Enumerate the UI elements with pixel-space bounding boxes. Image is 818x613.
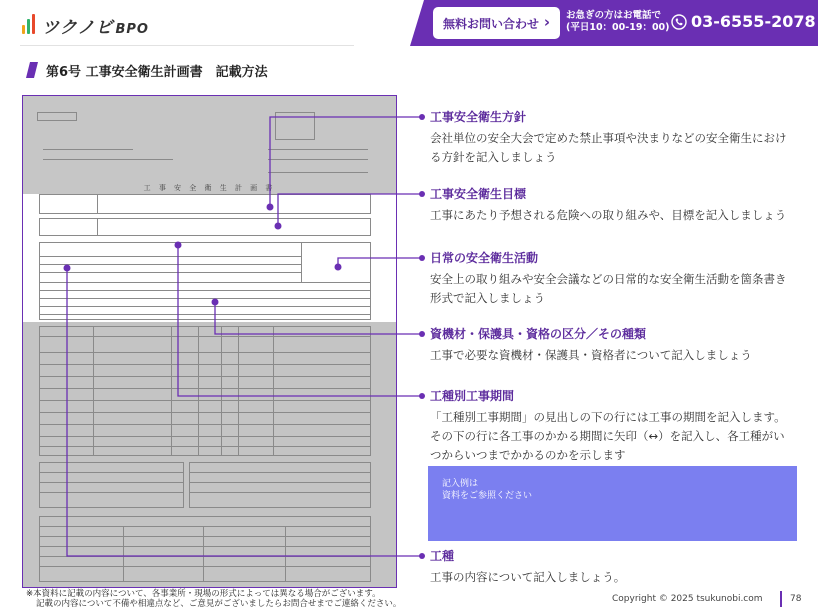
phone-number: 03-6555-2078 [691, 12, 816, 31]
hours-line1: お急ぎの方はお電話で [566, 10, 662, 21]
annotation-work-type [430, 548, 795, 587]
annotation-body: 工事にあたり予想される危険への取り組みや、目標を記入しましょう [430, 208, 787, 222]
annotation-safety-goal [430, 186, 795, 225]
phone-icon [671, 14, 687, 30]
form-policy-area [23, 194, 396, 322]
example-note-box [428, 466, 797, 541]
safety-plan-form-image [22, 95, 397, 588]
note-line1: 記入例は [442, 479, 479, 489]
annotation-title: 資機材・保護具・資格の区分／その種類 [430, 327, 647, 341]
logo-text: ツクノビ BPO [42, 17, 149, 38]
annotation-title: 日常の安全衛生活動 [430, 251, 539, 265]
copyright: Copyright © 2025 tsukunobi.com [612, 594, 763, 604]
annotation-title: 工種別工事期間 [430, 389, 515, 403]
business-hours [566, 10, 670, 34]
annotation-body: 安全上の取り組みや安全会議などの日常的な安全衛生活動を箇条書き形式で記入しましょう [430, 272, 787, 305]
form-schedule-area [23, 322, 396, 588]
annotation-body: 会社単位の安全大会で定めた禁止事項や決まりなどの安全衛生における方針を記入しましょう [430, 131, 787, 164]
logo [22, 12, 149, 38]
page-title: 第6号 工事安全衛生計画書 記載方法 [46, 65, 268, 80]
logo-bars-icon [22, 14, 38, 36]
title-accent-bar [26, 62, 38, 78]
annotation-body: 「工種別工事期間」の見出しの下の行には工事の期間を記入します。その下の行に各工事のかかる期間に矢印（↔）を記入し、各工種がいつからいつまでかかるのかを示します [430, 410, 786, 462]
free-inquiry-label: 無料お問い合わせ [443, 16, 540, 31]
page-number-divider [780, 591, 782, 607]
annotation-safety-policy [430, 109, 795, 167]
annotation-body: 工事の内容について記入しましょう。 [430, 570, 626, 584]
free-inquiry-button[interactable] [433, 7, 560, 39]
footnote-line2: 記載の内容について不備や相違点など、ご意見がございましたらお問合せまでご連絡ください。 [36, 599, 402, 609]
annotation-daily-activities [430, 250, 795, 308]
note-line2: 資料をご参照ください [442, 491, 533, 501]
phone-link[interactable] [671, 12, 816, 31]
form-heading: 工 事 安 全 衛 生 計 画 書 [143, 184, 276, 192]
page-number: 78 [790, 594, 802, 604]
header-divider [20, 45, 354, 46]
chevron-right-icon: › [543, 13, 550, 31]
hours-line2: (平日10：00-19：00) [566, 22, 670, 33]
annotation-title: 工種 [430, 549, 455, 563]
annotation-body: 工事で必要な資機材・保護具・資格者について記入しましょう [430, 348, 752, 362]
annotation-equipment-categories [430, 326, 795, 365]
form-header-area [23, 96, 396, 194]
footnote-line1: ※本資料に記載の内容について、各事業所・現場の形式によっては異なる場合がございます。 [26, 589, 381, 599]
annotation-work-period [430, 388, 795, 465]
annotation-title: 工事安全衛生方針 [430, 110, 527, 124]
annotation-title: 工事安全衛生目標 [430, 187, 527, 201]
footnote [26, 589, 401, 609]
